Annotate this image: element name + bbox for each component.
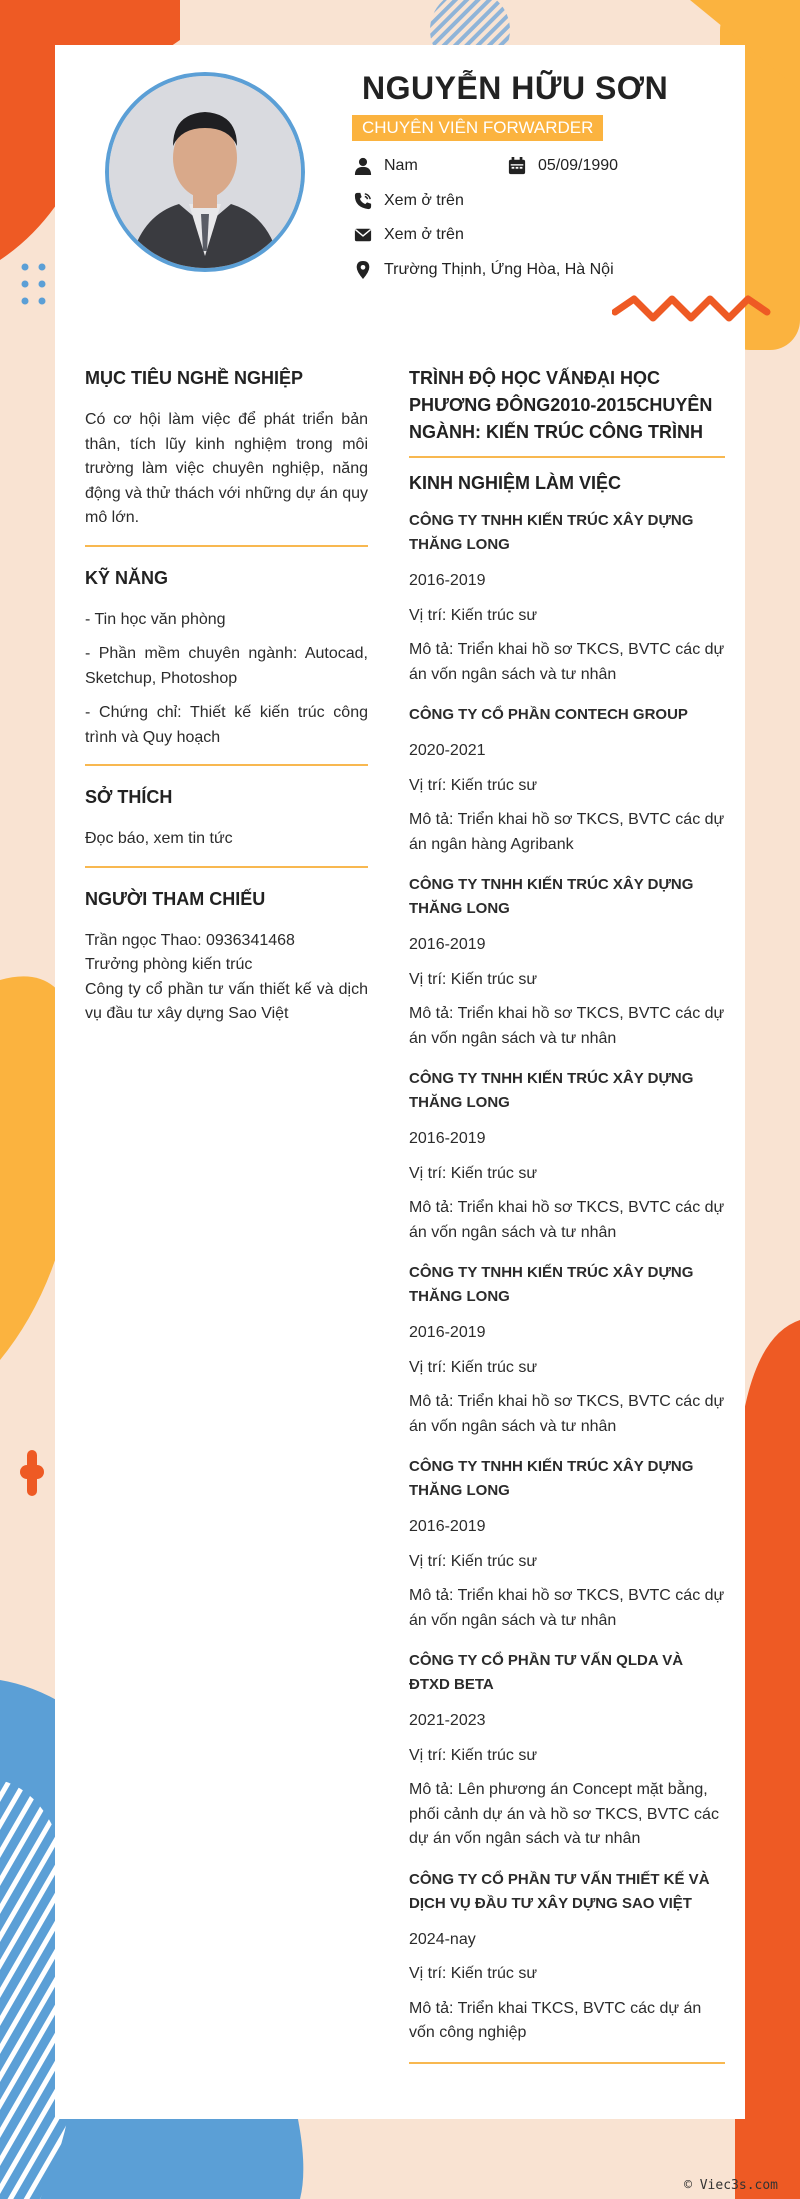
location-pin-icon bbox=[354, 261, 372, 279]
job-period: 2021-2023 bbox=[409, 1712, 486, 1729]
education-title: TRÌNH ĐỘ HỌC VẤNĐẠI HỌC PHƯƠNG ĐÔNG2010-2015CHUYÊN NGÀNH: KIẾN TRÚC CÔNG TRÌNH bbox=[409, 368, 713, 442]
experience-section bbox=[409, 470, 725, 2046]
references-title: NGƯỜI THAM CHIẾU bbox=[85, 888, 266, 909]
job-description: Mô tả: Triển khai hồ sơ TKCS, BVTC các dự án ngân hàng Agribank bbox=[409, 811, 725, 853]
zigzag-accent bbox=[612, 294, 772, 324]
job-description: Mô tả: Triển khai TKCS, BVTC các dự án vốn công nghiệp bbox=[409, 1999, 702, 2041]
section-divider bbox=[85, 866, 368, 868]
envelope-icon bbox=[354, 226, 372, 244]
job-position: Vị trí: Kiến trúc sư bbox=[409, 776, 538, 794]
calendar-icon bbox=[508, 157, 526, 175]
objective-section bbox=[85, 365, 368, 531]
section-divider bbox=[85, 764, 368, 766]
job-position: Vị trí: Kiến trúc sư bbox=[409, 1746, 538, 1764]
phone-row bbox=[354, 192, 464, 210]
job-position: Vị trí: Kiến trúc sư bbox=[409, 1552, 538, 1570]
objective-title: MỤC TIÊU NGHỀ NGHIỆP bbox=[85, 368, 304, 388]
section-divider bbox=[409, 2062, 725, 2064]
job-period: 2016-2019 bbox=[409, 572, 486, 589]
job-company: CÔNG TY TNHH KIẾN TRÚC XÂY DỰNG THĂNG LONG bbox=[409, 512, 694, 553]
phone-icon bbox=[354, 192, 372, 210]
reference-line: Công ty cổ phần tư vấn thiết kế và dịch vụ đầu tư xây dựng Sao Việt bbox=[85, 980, 368, 1022]
job-company: CÔNG TY CỔ PHẦN CONTECH GROUP bbox=[409, 706, 688, 723]
job-position: Vị trí: Kiến trúc sư bbox=[409, 970, 538, 988]
job-period: 2024-nay bbox=[409, 1930, 476, 1948]
skills-title: KỸ NĂNG bbox=[85, 567, 169, 588]
reference-line: Trưởng phòng kiến trúc bbox=[85, 956, 253, 973]
left-column bbox=[85, 365, 368, 1027]
skill-item: - Tin học văn phòng bbox=[85, 610, 226, 628]
gender-value: Nam bbox=[384, 157, 418, 174]
job-entry bbox=[409, 1868, 725, 2046]
email-row bbox=[354, 226, 464, 244]
job-entry bbox=[409, 1455, 725, 1633]
job-position: Vị trí: Kiến trúc sư bbox=[409, 1358, 538, 1376]
skill-item: - Chứng chỉ: Thiết kế kiến trúc công trình và Quy hoạch bbox=[85, 704, 368, 746]
job-period: 2016-2019 bbox=[409, 1518, 486, 1535]
job-period: 2016-2019 bbox=[409, 936, 486, 953]
section-divider bbox=[85, 545, 368, 547]
plus-shape bbox=[20, 1450, 44, 1496]
hobbies-title: SỞ THÍCH bbox=[85, 787, 173, 807]
job-company: CÔNG TY CỔ PHẦN TƯ VẤN THIẾT KẾ VÀ DỊCH VỤ ĐẦU TƯ XÂY DỰNG SAO VIỆT bbox=[409, 1870, 710, 1912]
references-section bbox=[85, 886, 368, 1027]
job-company: CÔNG TY TNHH KIẾN TRÚC XÂY DỰNG THĂNG LONG bbox=[409, 1264, 694, 1305]
job-entry bbox=[409, 873, 725, 1051]
job-period: 2020-2021 bbox=[409, 742, 486, 759]
job-company: CÔNG TY CỔ PHẦN TƯ VẤN QLDA VÀ ĐTXD BETA bbox=[409, 1652, 684, 1693]
birthday-value: 05/09/1990 bbox=[538, 157, 619, 174]
address-row bbox=[354, 261, 614, 279]
job-title-badge: CHUYÊN VIÊN FORWARDER bbox=[352, 115, 603, 141]
skills-section bbox=[85, 565, 368, 751]
skill-item: - Phần mềm chuyên ngành: Autocad, Sketchup, Photoshop bbox=[85, 645, 368, 687]
hobbies-text: Đọc báo, xem tin tức bbox=[85, 830, 233, 847]
job-description: Mô tả: Triển khai hồ sơ TKCS, BVTC các dự án vốn ngân sách và tư nhân bbox=[409, 641, 725, 683]
experience-title: KINH NGHIỆM LÀM VIỆC bbox=[409, 473, 622, 493]
job-entry bbox=[409, 1649, 725, 1852]
job-description: Mô tả: Triển khai hồ sơ TKCS, BVTC các dự án vốn ngân sách và tư nhân bbox=[409, 1005, 725, 1047]
person-icon bbox=[354, 157, 372, 175]
job-entry bbox=[409, 703, 725, 857]
footer-watermark: © Viec3s.com bbox=[684, 2178, 778, 2193]
right-column bbox=[409, 365, 725, 2082]
job-description: Mô tả: Triển khai hồ sơ TKCS, BVTC các dự án vốn ngân sách và tư nhân bbox=[409, 1393, 725, 1435]
job-period: 2016-2019 bbox=[409, 1130, 486, 1147]
job-company: CÔNG TY TNHH KIẾN TRÚC XÂY DỰNG THĂNG LONG bbox=[409, 876, 694, 917]
phone-value[interactable]: Xem ở trên bbox=[384, 192, 464, 209]
objective-text: Có cơ hội làm việc để phát triển bản thân, tích lũy kinh nghiệm trong môi trường làm việc chuyên nghiệp, năng động và thử thách với những dự án quy mô lớn. bbox=[85, 411, 368, 526]
profile-photo bbox=[105, 72, 305, 272]
job-company: CÔNG TY TNHH KIẾN TRÚC XÂY DỰNG THĂNG LONG bbox=[409, 1070, 694, 1111]
person-portrait bbox=[109, 76, 301, 268]
job-description: Mô tả: Lên phương án Concept mặt bằng, phối cảnh dự án và hồ sơ TKCS, BVTC các dự án vốn ngân sách và tư nhân bbox=[409, 1781, 719, 1847]
job-company: CÔNG TY TNHH KIẾN TRÚC XÂY DỰNG THĂNG LONG bbox=[409, 1458, 694, 1499]
job-position: Vị trí: Kiến trúc sư bbox=[409, 1164, 538, 1182]
job-entry bbox=[409, 1067, 725, 1245]
job-position: Vị trí: Kiến trúc sư bbox=[409, 606, 538, 624]
reference-line: Trần ngọc Thao: 0936341468 bbox=[85, 931, 295, 949]
address-value: Trường Thịnh, Ứng Hòa, Hà Nội bbox=[384, 261, 614, 278]
section-divider bbox=[409, 456, 725, 458]
candidate-name: NGUYỄN HỮU SƠN bbox=[362, 70, 669, 106]
job-description: Mô tả: Triển khai hồ sơ TKCS, BVTC các dự án vốn ngân sách và tư nhân bbox=[409, 1199, 725, 1241]
job-position: Vị trí: Kiến trúc sư bbox=[409, 1965, 538, 1982]
gender-row bbox=[354, 157, 418, 175]
hobbies-section bbox=[85, 784, 368, 852]
job-period: 2016-2019 bbox=[409, 1324, 486, 1341]
job-entry bbox=[409, 1261, 725, 1439]
job-entry bbox=[409, 509, 725, 687]
education-section bbox=[409, 365, 725, 446]
birthday-row bbox=[508, 157, 618, 175]
job-description: Mô tả: Triển khai hồ sơ TKCS, BVTC các dự án vốn ngân sách và tư nhân bbox=[409, 1587, 725, 1629]
email-value[interactable]: Xem ở trên bbox=[384, 226, 464, 243]
